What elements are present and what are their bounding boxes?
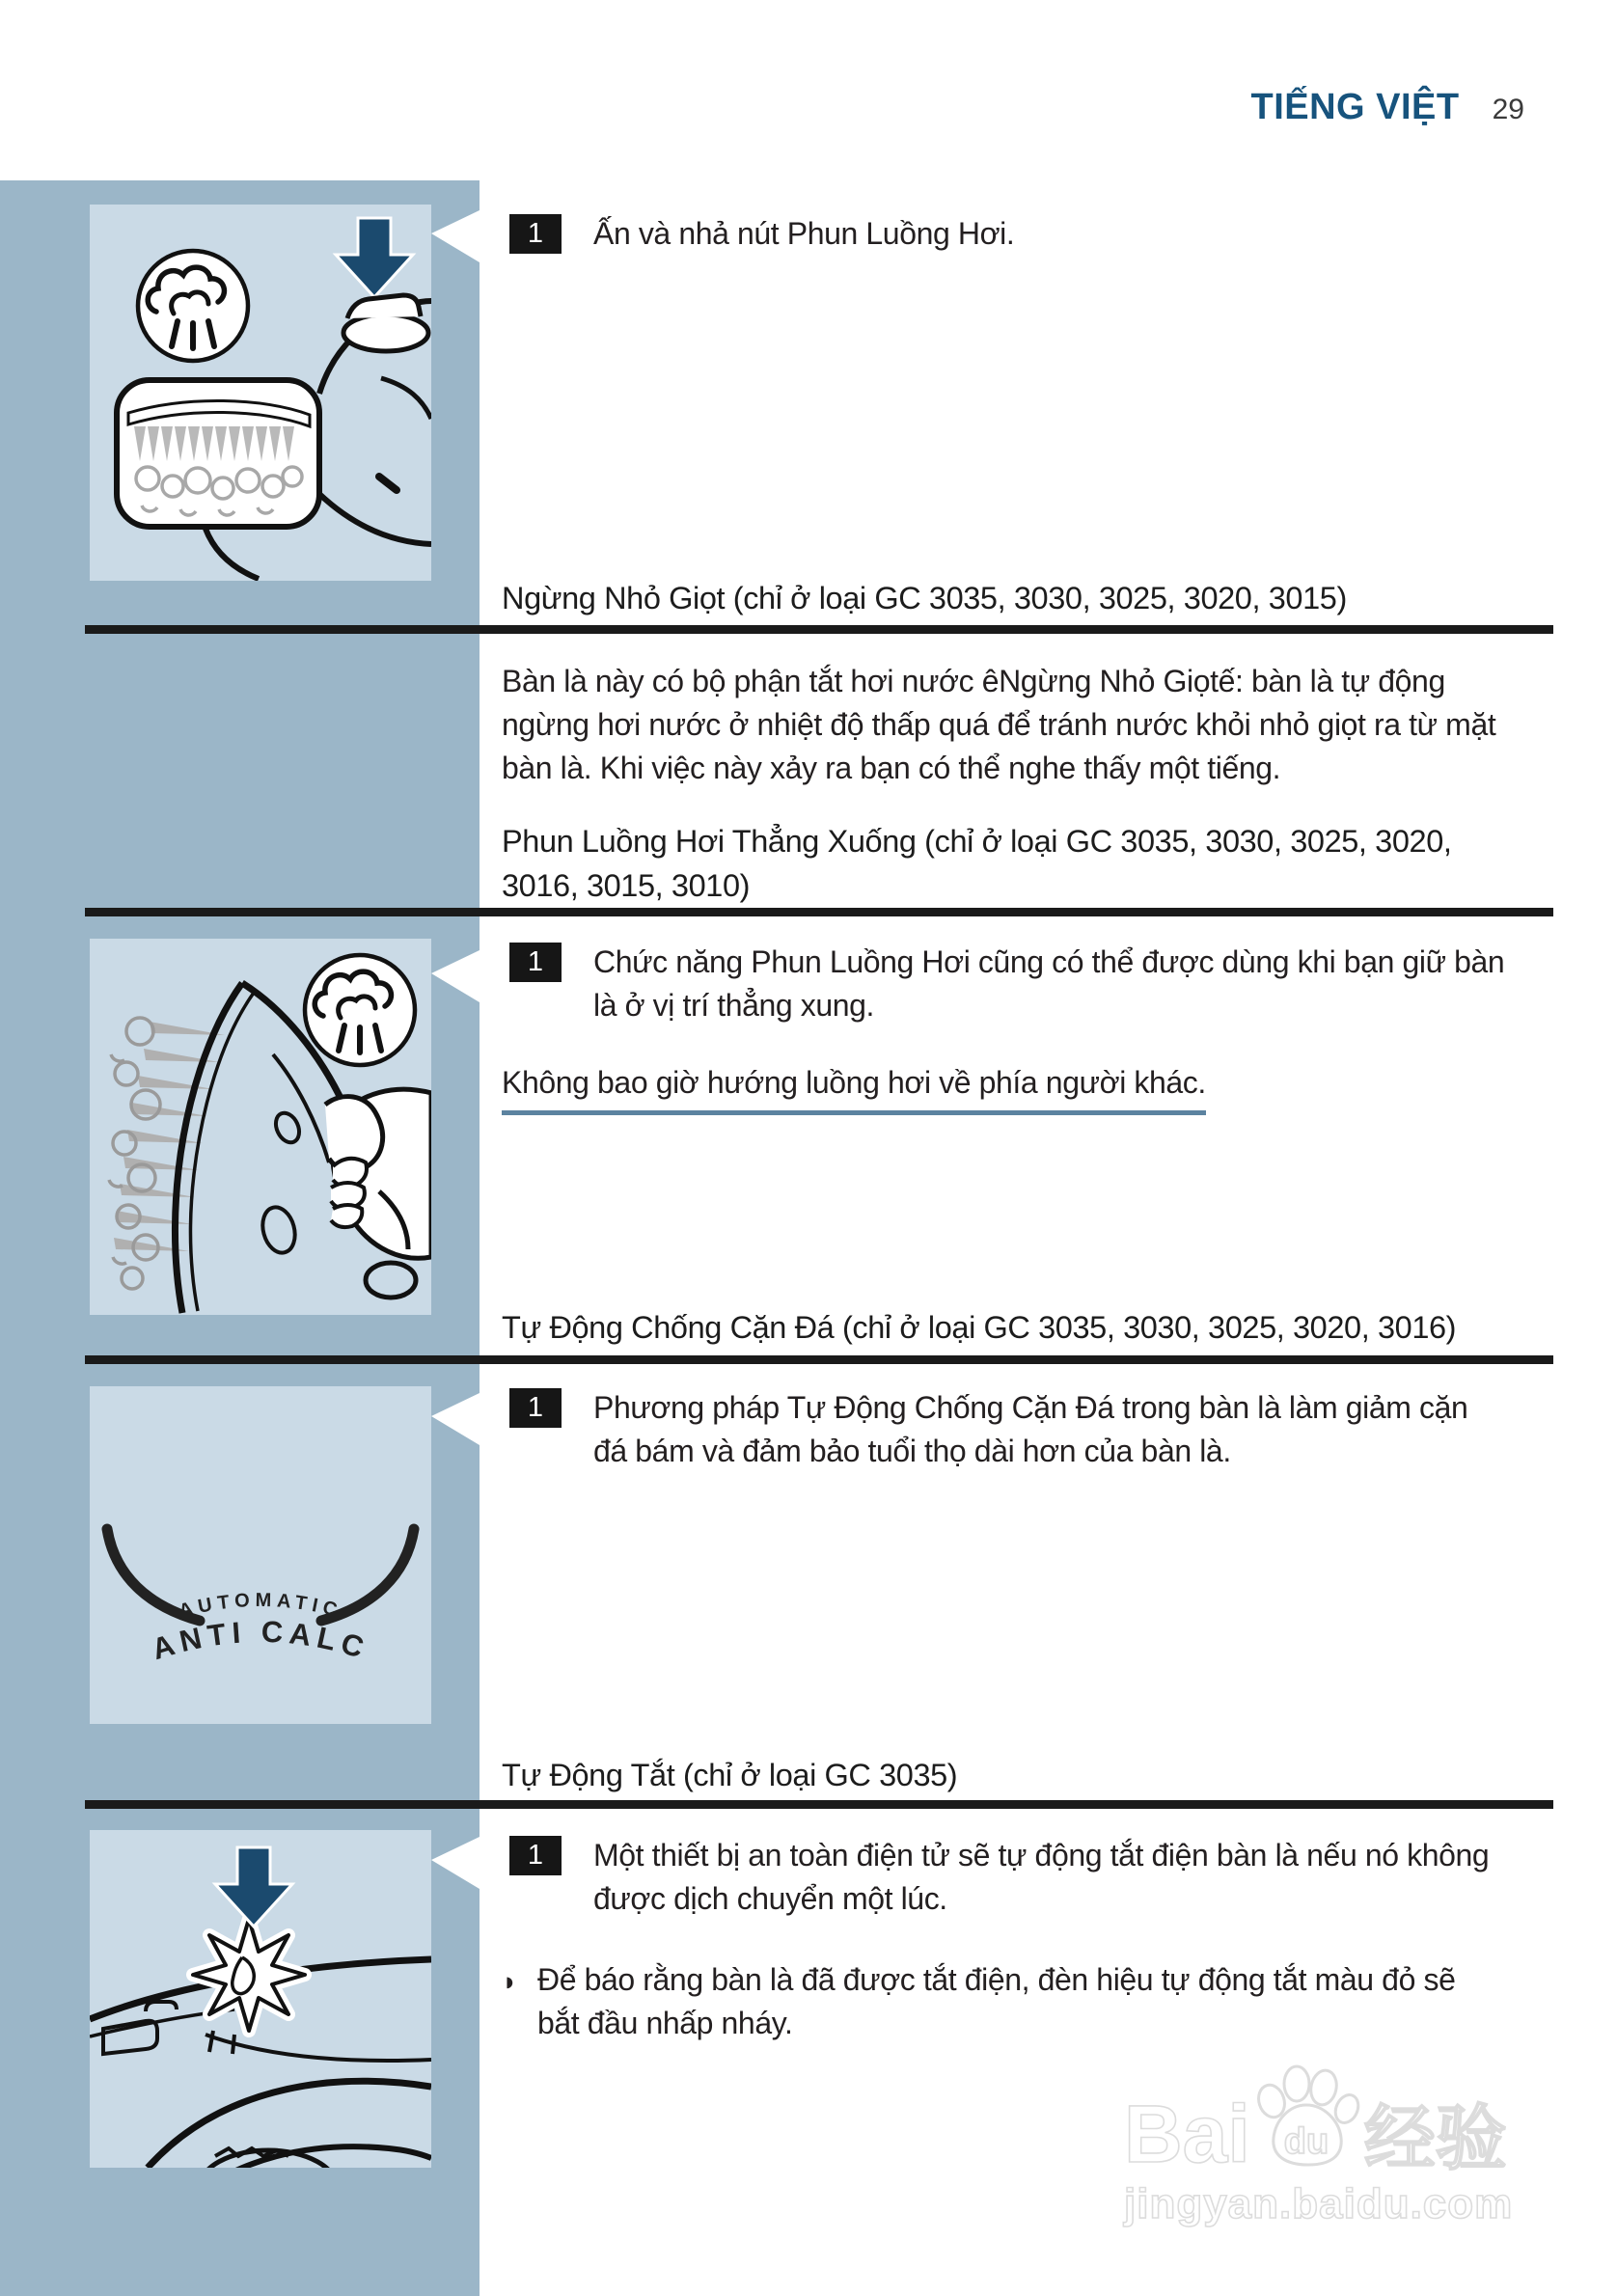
page-number: 29 <box>1492 94 1524 125</box>
steam-burst-icon <box>138 251 248 361</box>
warning-statement <box>502 1061 1206 1115</box>
heading-line: Phun Luồng Hơi Thẳng Xuống (chỉ ở loại GC 3035, 3030, 3025, 3020, <box>502 824 1452 859</box>
figure-steam-shot <box>90 205 431 581</box>
step-line: Phương pháp Tự Động Chống Cặn Đá trong bàn là làm giảm cặn <box>593 1390 1468 1425</box>
result-bullet-icon: ◗ <box>502 1967 518 1996</box>
step-number-badge <box>509 214 562 254</box>
step-line: là ở vị trí thẳng xung. <box>593 988 875 1023</box>
section-rule <box>85 1355 1553 1364</box>
vertical-steam-illustration <box>90 939 431 1315</box>
result-note-text <box>537 1958 1455 2045</box>
step3-text <box>593 1386 1467 1473</box>
watermark-url: jingyan.baidu.com <box>1124 2180 1514 2228</box>
step-line: được dịch chuyển một lúc. <box>593 1881 947 1916</box>
watermark-jingyan-cn: 经验 <box>1363 2098 1507 2178</box>
watermark-bai: Bai <box>1124 2089 1250 2179</box>
heading-line: 3016, 3015, 3010) <box>502 868 751 903</box>
step4-text <box>593 1834 1489 1921</box>
figure1-callout-triangle <box>431 210 480 262</box>
section-rule <box>85 908 1553 916</box>
figure-anticalc <box>90 1386 431 1724</box>
step-number: 1 <box>527 946 544 977</box>
figure4-callout-triangle <box>431 1837 480 1889</box>
step-number: 1 <box>527 1392 544 1423</box>
baidu-watermark <box>1124 2064 1548 2228</box>
note-line: Để báo rằng bàn là đã được tắt điện, đèn hiệu tự động tắt màu đỏ sẽ <box>537 1962 1456 1997</box>
step2-text <box>593 941 1504 1027</box>
baidu-paw-icon <box>1247 2064 1362 2180</box>
paragraph-drip-stop <box>502 660 1495 790</box>
figure-auto-off <box>90 1830 431 2168</box>
section-heading-anticalc: Tự Động Chống Cặn Đá (chỉ ở loại GC 3035, 3030, 3025, 3020, 3016) <box>502 1310 1457 1345</box>
step-number-badge <box>509 943 562 982</box>
watermark-du: du <box>1283 2121 1329 2162</box>
anticalc-label-bottom: ANTI CALC <box>148 1614 373 1667</box>
anticalc-illustration <box>90 1386 431 1724</box>
paragraph-line: Bàn là này có bộ phận tắt hơi nước êNgừng Nhỏ Giọtế: bàn là tự động <box>502 664 1445 698</box>
figure2-callout-triangle <box>431 950 480 1002</box>
auto-off-illustration <box>90 1830 431 2168</box>
step-number: 1 <box>527 1840 544 1871</box>
step-line: Chức năng Phun Luồng Hơi cũng có thể được dùng khi bạn giữ bàn <box>593 944 1505 979</box>
note-line: bắt đầu nhấp nháy. <box>537 2006 793 2040</box>
section-rule <box>85 625 1553 634</box>
figure3-callout-triangle <box>431 1393 480 1445</box>
step-line: Một thiết bị an toàn điện tử sẽ tự động tắt điện bàn là nếu nó không <box>593 1838 1490 1872</box>
figure-vertical-steam <box>90 939 431 1315</box>
steam-shot-illustration <box>90 205 431 581</box>
svg-text:ANTI CALC <box>148 1615 372 1667</box>
step1-text: Ấn và nhả nút Phun Luồng Hơi. <box>593 216 1015 251</box>
step-number-badge <box>509 1388 562 1428</box>
section-heading-vertical-steam <box>502 819 1452 908</box>
step-number: 1 <box>527 218 544 249</box>
page-title: TIẾNG VIỆT <box>1250 87 1460 127</box>
step-line: đá bám và đảm bảo tuổi thọ dài hơn của bàn là. <box>593 1434 1231 1468</box>
paragraph-line: ngừng hơi nước ở nhiệt độ thấp quá để tránh nước khỏi nhỏ giọt ra từ mặt <box>502 707 1496 742</box>
warning-text: Không bao giờ hướng luồng hơi về phía người khác. <box>502 1061 1206 1115</box>
step-number-badge <box>509 1836 562 1875</box>
section-heading-auto-off: Tự Động Tắt (chỉ ở loại GC 3035) <box>502 1758 958 1792</box>
section-rule <box>85 1800 1553 1809</box>
section-heading-drip-stop: Ngừng Nhỏ Giọt (chỉ ở loại GC 3035, 3030, 3025, 3020, 3015) <box>502 581 1347 615</box>
anticalc-label-top: AUTOMATIC <box>177 1589 344 1623</box>
paragraph-line: bàn là. Khi việc này xảy ra bạn có thể nghe thấy một tiếng. <box>502 751 1281 785</box>
page-header <box>0 87 1524 128</box>
down-arrow-icon <box>215 1847 292 1927</box>
steam-burst-icon <box>305 955 415 1065</box>
down-arrow-icon <box>336 218 413 297</box>
